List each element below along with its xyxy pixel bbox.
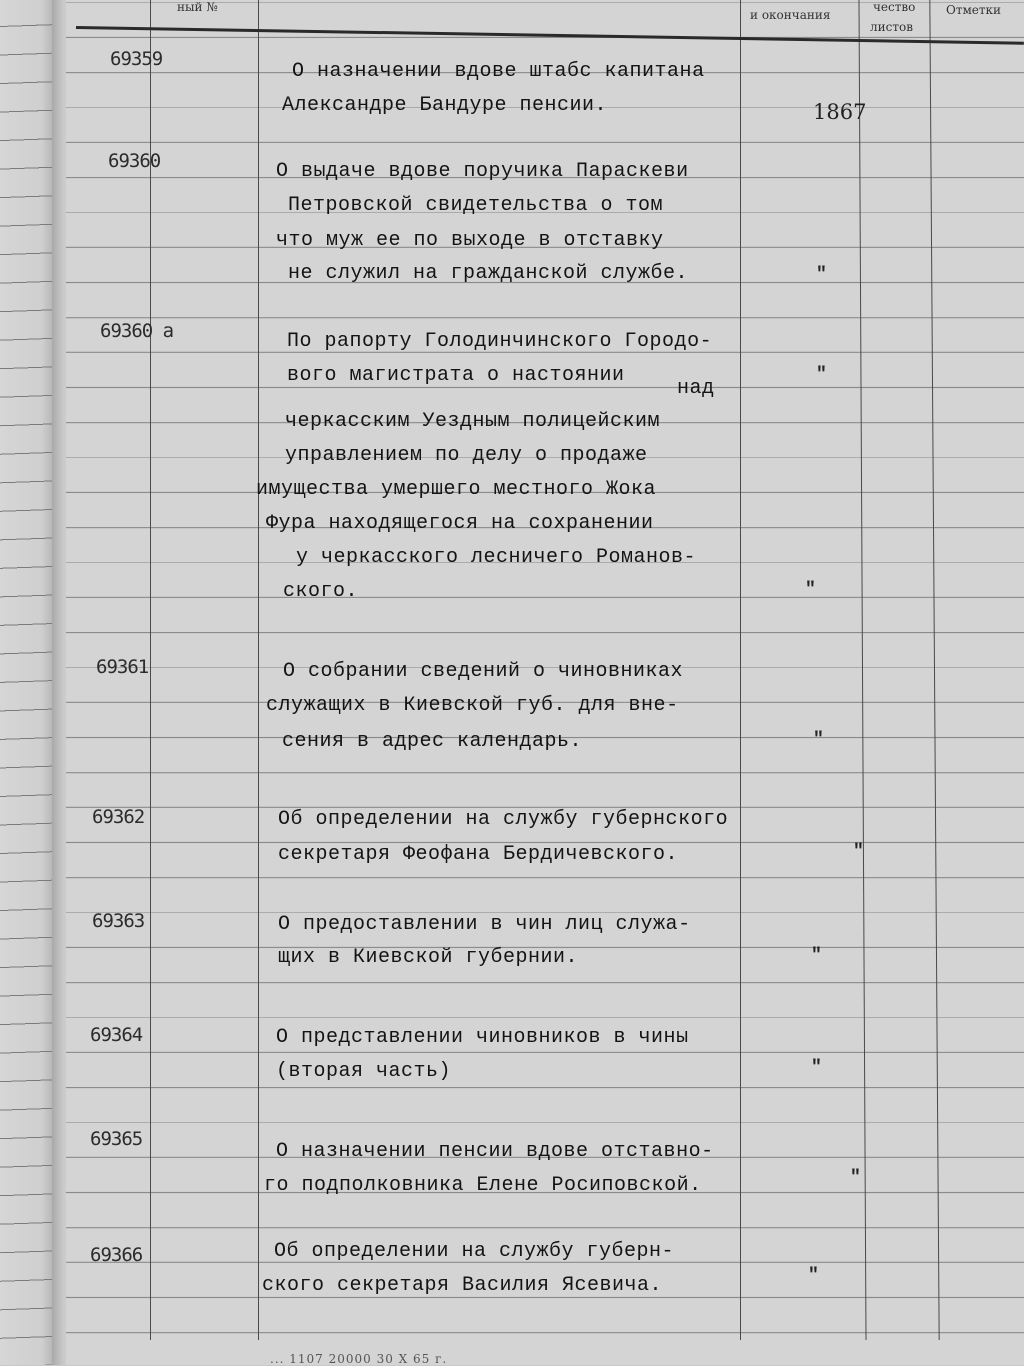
entry-dates: 1867 [813,100,867,124]
entry-title-line: (вторая часть) [276,1060,452,1083]
entry-number: 69361 [96,656,149,678]
print-mark: ... 1107 20000 30 X 65 г. [270,1352,448,1366]
previous-page-edge [0,0,52,1365]
column-divider-title [258,0,259,1340]
entry-number: 69365 [90,1128,143,1150]
entry-title-line: ского. [283,580,359,603]
entry-dates-ditto: " [853,842,864,862]
entry-number: 69360 [108,150,161,172]
entry-title-line: секретаря Феофана Бердичевского. [278,843,679,866]
entry-dates-ditto: " [816,365,827,385]
entry-title-line: О собрании сведений о чиновниках [283,660,684,683]
entry-title-line: Об определении на службу губерн- [274,1240,675,1263]
entry-number: 69366 [90,1244,143,1266]
entry-number: 69363 [92,910,145,932]
entry-title-line: ского секретаря Василия Ясевича. [262,1274,663,1297]
entry-title-line: вого магистрата о настоянии [287,364,625,387]
entry-title-line: О предоставлении в чин лиц служа- [278,913,691,936]
column-divider-dates [740,0,741,1340]
entry-title-line: служащих в Киевской губ. для вне- [266,694,679,717]
entry-title-line: над [677,377,715,400]
header-dates: и окончания [750,8,831,22]
entry-title-line: О назначении вдове штабс капитана [292,60,705,83]
header-sheets-top: чество [873,0,916,14]
entry-title-line: Александре Бандуре пенсии. [282,94,608,117]
entry-number: 69364 [90,1024,143,1046]
entry-title-line: не служил на гражданской службе. [288,262,689,285]
entry-title-line: О представлении чиновников в чины [276,1026,689,1049]
entry-dates-ditto: " [808,1266,819,1286]
entry-title-line: Петровской свидетельства о том [288,194,664,217]
entry-title-line: О выдаче вдове поручика Параскеви [276,160,689,183]
entry-title-line: что муж ее по выходе в отставку [276,229,664,252]
entry-title-line: О назначении пенсии вдове отставно- [276,1140,714,1163]
entry-dates-ditto: " [811,1058,822,1078]
entry-title-line: управлением по делу о продаже [285,444,648,467]
entry-dates-ditto: " [816,265,827,285]
entry-title-line: Об определении на службу губернского [278,808,729,831]
entry-title-line: щих в Киевской губернии. [278,946,579,969]
entry-number: 69360 а [100,320,174,342]
header-number: ный № [177,0,218,14]
entry-number: 69362 [92,806,145,828]
entry-dates-ditto: " [850,1168,861,1188]
entry-number: 69359 [110,48,163,70]
header-notes: Отметки [946,3,1002,17]
entry-title-line: Фура находящегося на сохранении [266,512,654,535]
entry-title-line: имущества умершего местного Жока [256,478,657,501]
entry-dates-ditto: " [811,946,822,966]
entry-dates-ditto: " [813,730,824,750]
entry-title-line: го подполковника Елене Росиповской. [264,1174,702,1197]
entry-title-line: черкасским Уездным полицейским [285,410,661,433]
column-divider-number [150,0,151,1340]
entry-dates-ditto: " [805,580,816,600]
header-sheets-bottom: листов [870,20,913,34]
entry-title-line: По рапорту Голодинчинского Городо- [287,330,713,353]
entry-title-line: сения в адрес календарь. [282,730,583,753]
entry-title-line: у черкасского лесничего Романов- [296,546,697,569]
